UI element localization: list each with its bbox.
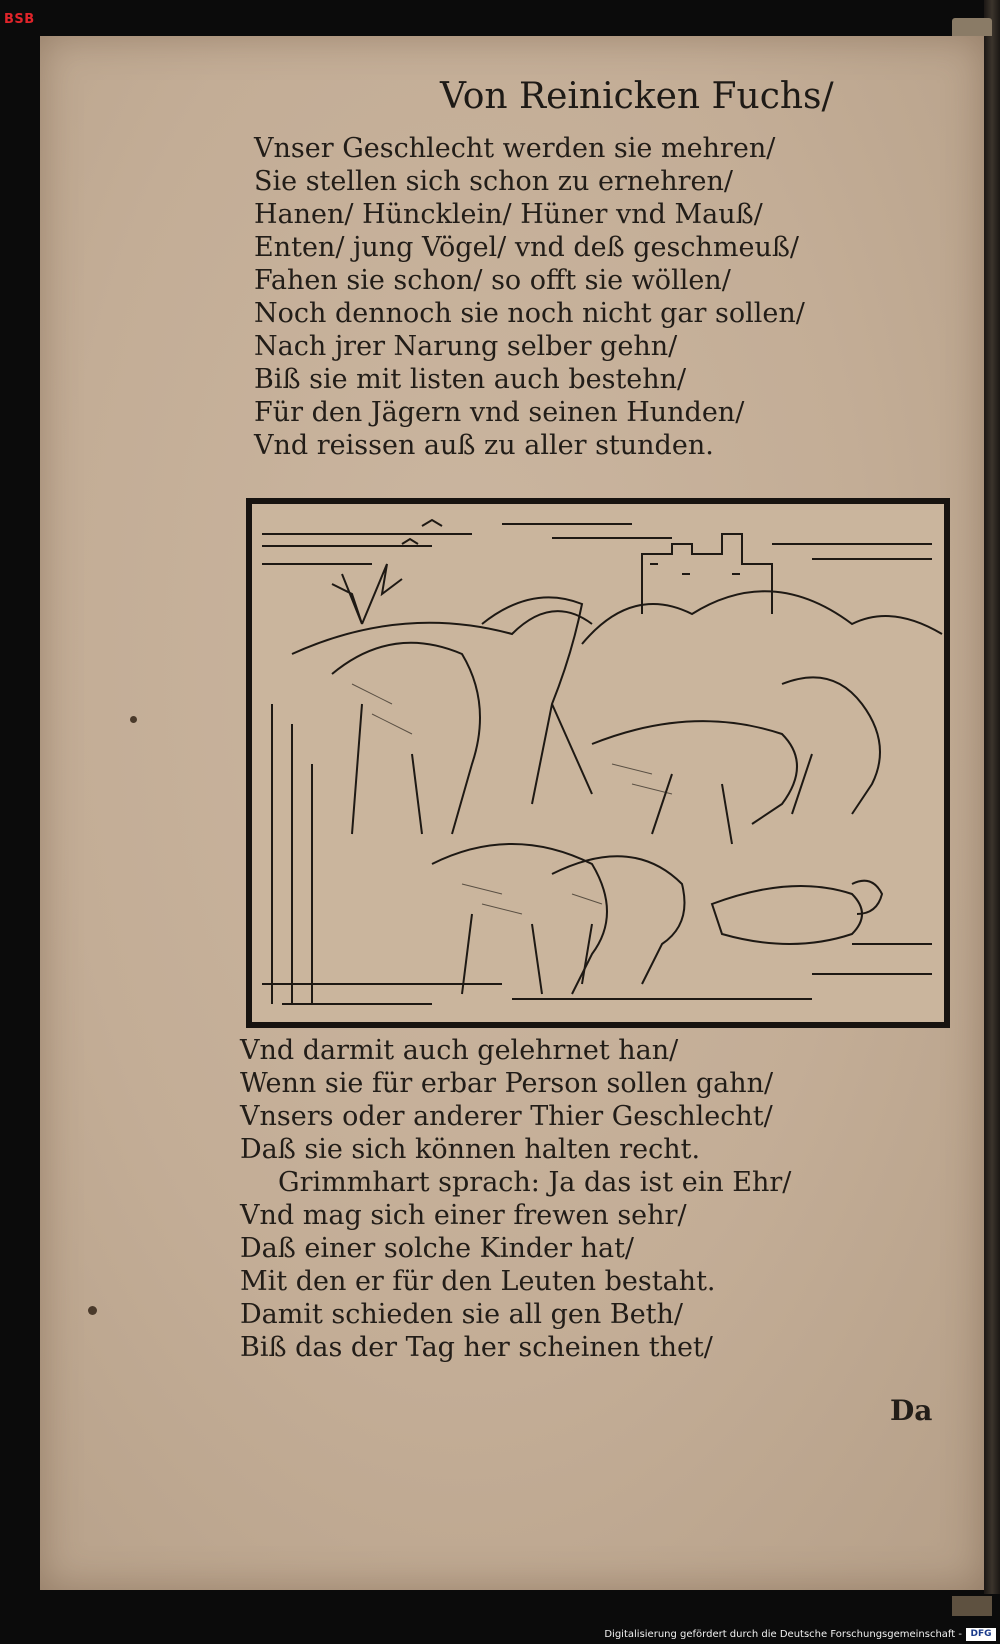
ink-spot: [130, 716, 137, 723]
verse-line: Grimmhart sprach: Ja das ist ein Ehr/: [278, 1167, 792, 1198]
verse-line: Daß einer solche Kinder hat/: [240, 1233, 635, 1264]
verse-line: Mit den er für den Leuten bestaht.: [240, 1266, 716, 1297]
ink-spot: [88, 1306, 97, 1315]
woodcut-illustration: [246, 498, 950, 1028]
book-edge: [984, 0, 1000, 1594]
dfg-logo: DFG: [966, 1628, 996, 1641]
verse-line: Fahen sie schon/ so offt sie wöllen/: [254, 265, 731, 296]
verse-line: Für den Jägern vnd seinen Hunden/: [254, 397, 745, 428]
verse-line: Vnd darmit auch gelehrnet han/: [240, 1035, 679, 1066]
catchword: Da: [890, 1394, 933, 1427]
running-head: Von Reinicken Fuchs/: [440, 76, 834, 117]
verse-line: Damit schieden sie all gen Beth/: [240, 1299, 684, 1330]
verse-line: Noch dennoch sie noch nicht gar sollen/: [254, 298, 805, 329]
verse-line: Vnd reissen auß zu aller stunden.: [254, 430, 714, 461]
verse-line: Biß sie mit listen auch bestehn/: [254, 364, 687, 395]
book-edge-bottom: [952, 1596, 992, 1616]
verse-line: Vnser Geschlecht werden sie mehren/: [254, 133, 776, 164]
verse-line: Daß sie sich können halten recht.: [240, 1134, 701, 1165]
verse-line: Biß das der Tag her scheinen thet/: [240, 1332, 713, 1363]
verse-line: Nach jrer Narung selber gehn/: [254, 331, 678, 362]
funding-notice: Digitalisierung gefördert durch die Deutsche Forschungsgemeinschaft -: [604, 1629, 962, 1640]
book-edge-top: [952, 18, 992, 36]
verse-line: Vnsers oder anderer Thier Geschlecht/: [240, 1101, 773, 1132]
verse-line: Wenn sie für erbar Person sollen gahn/: [240, 1068, 774, 1099]
woodcut-drawing: [252, 504, 944, 1022]
verse-block-bottom: [240, 1034, 791, 1364]
verse-block-top: [254, 132, 805, 462]
library-mark: BSB: [4, 12, 35, 27]
verse-line: Hanen/ Hüncklein/ Hüner vnd Mauß/: [254, 199, 763, 230]
footer-bar: [0, 1624, 1000, 1644]
verse-line: Vnd mag sich einer frewen sehr/: [240, 1200, 687, 1231]
verse-line: Sie stellen sich schon zu ernehren/: [254, 166, 733, 197]
verse-line: Enten/ jung Vögel/ vnd deß geschmeuß/: [254, 232, 799, 263]
